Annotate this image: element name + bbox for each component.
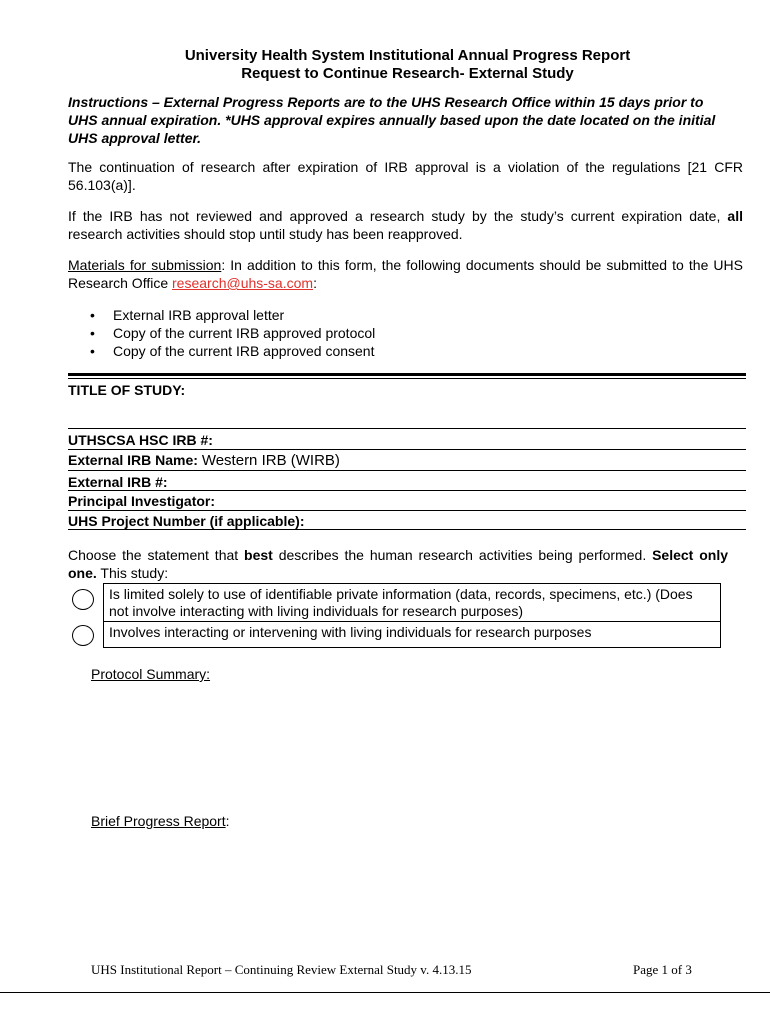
continuation-paragraph: The continuation of research after expiration of IRB approval is a violation of the regulations [21 CFR 56.103(a)]. (68, 159, 743, 193)
list-item: • External IRB approval letter (90, 306, 375, 324)
materials-colon: : (313, 275, 317, 291)
document-title: University Health System Institutional Annual Progress Report (184, 47, 631, 64)
field-divider (68, 529, 746, 530)
option-box-data-only: Is limited solely to use of identifiable private information (data, records, specimens, etc.) (Does not involve interacting with living individuals for research purposes) (103, 583, 721, 622)
materials-label: Materials for submission (68, 257, 222, 273)
list-item: • Copy of the current IRB approved consent (90, 342, 375, 360)
field-divider (68, 490, 746, 491)
principal-investigator-label: Principal Investigator: (68, 493, 216, 509)
external-irb-name-field (68, 451, 340, 470)
field-divider (68, 510, 746, 511)
radio-option-data-only[interactable] (72, 589, 94, 610)
materials-text: : In addition to this form, the following documents should be submitted to the UHS Research Office (68, 257, 743, 291)
uhs-project-number-label: UHS Project Number (if applicable): (68, 513, 305, 529)
irb-review-text-end: research activities should stop until study has been reapproved. (68, 226, 463, 242)
irb-review-paragraph (68, 207, 743, 243)
external-irb-number-label: External IRB #: (68, 474, 168, 490)
field-divider (68, 470, 746, 471)
irb-review-text-start: If the IRB has not reviewed and approved a research study by the study’s current expiration date, (68, 208, 728, 224)
protocol-summary-label: Protocol Summary: (91, 666, 211, 682)
required-documents-list (90, 306, 375, 360)
footer-document-version: UHS Institutional Report – Continuing Review External Study v. 4.13.15 (91, 962, 472, 977)
uthscsa-irb-label: UTHSCSA HSC IRB #: (68, 432, 213, 448)
list-item: • Copy of the current IRB approved protocol (90, 324, 375, 342)
materials-paragraph (68, 256, 743, 292)
field-divider (68, 449, 746, 450)
document-subtitle: Request to Continue Research- External Study (241, 65, 574, 82)
brief-progress-report-heading (91, 812, 230, 830)
question-text: Choose the statement that (68, 547, 245, 563)
research-email-link[interactable]: research@uhs-sa.com (172, 275, 314, 291)
question-text: This study: (96, 565, 169, 581)
footer-divider (0, 992, 770, 993)
irb-review-emphasis: all (727, 208, 743, 224)
external-irb-name-label: External IRB Name: (68, 452, 198, 468)
question-text: describes the human research activities being performed. (272, 547, 653, 563)
question-emphasis: best (244, 547, 273, 563)
question-emphasis: Select only one. (68, 547, 728, 581)
field-divider (68, 428, 746, 429)
brief-progress-report-colon: : (225, 813, 230, 829)
radio-option-interacting[interactable] (72, 625, 94, 646)
section-divider-thin (68, 378, 746, 379)
title-of-study-label: TITLE OF STUDY: (68, 382, 186, 398)
option-box-interacting: Involves interacting or intervening with living individuals for research purposes (103, 621, 721, 648)
footer-page-number: Page 1 of 3 (633, 962, 692, 977)
activity-question (68, 546, 728, 582)
brief-progress-report-label: Brief Progress Report (91, 813, 226, 829)
instructions-text: Instructions – External Progress Reports are to the UHS Research Office within 15 days prior to UHS annual expiration. *UHS approval expires annually based upon the date located on the initial UHS approval letter. (68, 94, 716, 146)
external-irb-name-value[interactable]: Western IRB (WIRB) (201, 452, 340, 469)
section-divider-thick (68, 373, 746, 376)
